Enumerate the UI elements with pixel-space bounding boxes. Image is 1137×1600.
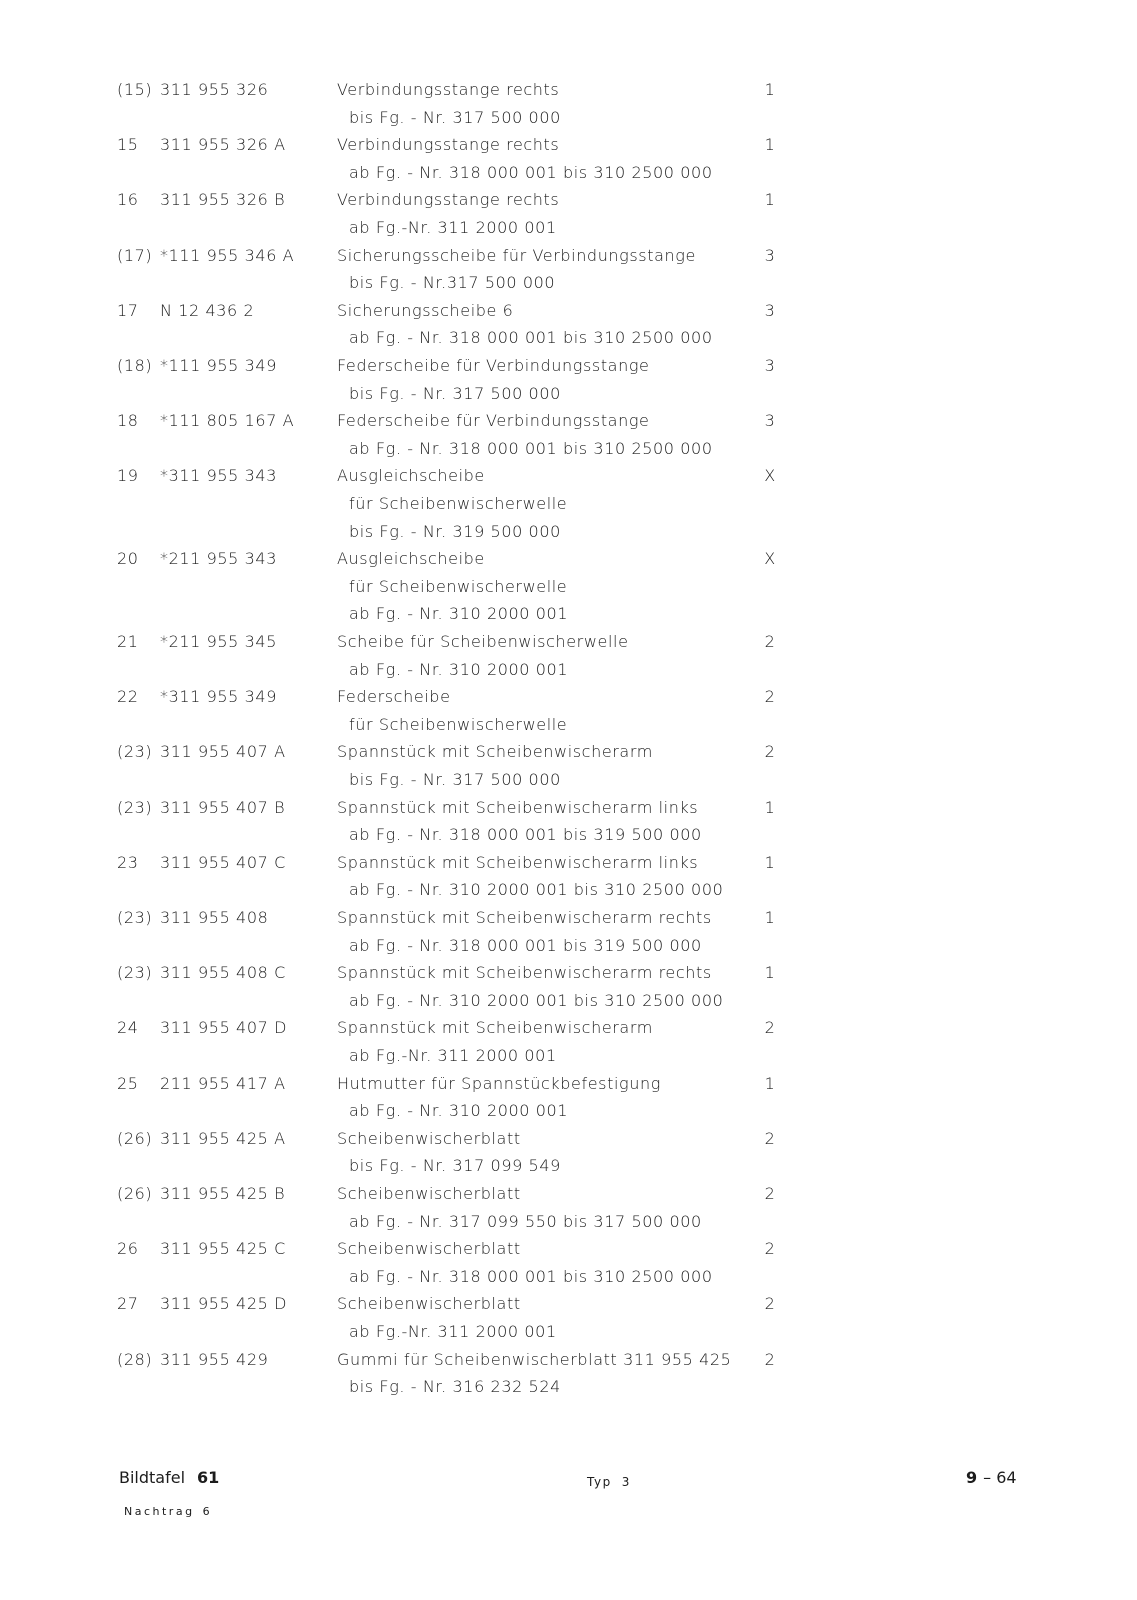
part-number: *211 955 343 xyxy=(160,549,277,569)
part-description: Scheibenwischerblatt xyxy=(337,1294,521,1314)
entry-continuation-line xyxy=(0,1212,1137,1240)
part-entry xyxy=(0,1074,1137,1129)
part-number: *311 955 349 xyxy=(160,687,277,707)
footer-plate xyxy=(119,1468,219,1487)
entry-continuation-line xyxy=(0,218,1137,246)
entry-continuation-line xyxy=(0,577,1137,605)
quantity: 2 xyxy=(764,1018,776,1038)
position-number: (17) xyxy=(117,245,153,265)
page-section: 9 xyxy=(966,1468,978,1487)
part-description: Ausgleichscheibe xyxy=(337,549,485,569)
part-description: Scheibenwischerblatt xyxy=(337,1184,521,1203)
quantity: 2 xyxy=(764,632,776,651)
description-detail: bis Fg. - Nr. 316 232 524 xyxy=(349,1377,561,1397)
part-entry xyxy=(0,411,1137,466)
position-number: 26 xyxy=(117,1239,139,1259)
quantity: 1 xyxy=(764,963,776,983)
part-description: Spannstück mit Scheibenwischerarm links xyxy=(337,797,699,817)
part-entry xyxy=(0,1018,1137,1073)
description-detail: ab Fg. - Nr. 318 000 001 bis 310 2500 000 xyxy=(349,1266,713,1286)
description-detail: ab Fg. - Nr. 310 2000 001 xyxy=(349,604,569,624)
description-detail: ab Fg. - Nr. 318 000 001 bis 310 2500 000 xyxy=(349,328,713,348)
part-entry xyxy=(0,80,1137,135)
entry-main-line xyxy=(0,853,1137,881)
entry-main-line xyxy=(0,411,1137,439)
part-entry xyxy=(0,246,1137,301)
position-number: 16 xyxy=(117,190,139,210)
quantity: 1 xyxy=(764,797,776,817)
position-number: (18) xyxy=(117,356,153,375)
position-number: 15 xyxy=(117,135,139,155)
part-description: Scheibenwischerblatt xyxy=(337,1128,521,1148)
entry-main-line xyxy=(0,632,1137,660)
page-number: – 64 xyxy=(983,1468,1017,1487)
entry-continuation-line xyxy=(0,273,1137,301)
description-detail: für Scheibenwischerwelle xyxy=(349,576,568,596)
quantity: 1 xyxy=(764,190,776,210)
entry-continuation-line xyxy=(0,384,1137,412)
part-entry xyxy=(0,1239,1137,1294)
part-entry xyxy=(0,1129,1137,1184)
part-entry xyxy=(0,632,1137,687)
part-number: *111 955 349 xyxy=(160,356,277,375)
quantity: 1 xyxy=(764,80,776,99)
position-number: 19 xyxy=(117,466,139,486)
entry-main-line xyxy=(0,135,1137,163)
entry-main-line xyxy=(0,1184,1137,1212)
position-number: 24 xyxy=(117,1018,139,1038)
entry-continuation-line xyxy=(0,108,1137,136)
description-detail: bis Fg. - Nr. 317 500 000 xyxy=(349,107,561,127)
typ-label: Typ xyxy=(587,1475,612,1489)
entry-continuation-line xyxy=(0,1267,1137,1295)
entry-main-line xyxy=(0,190,1137,218)
entry-continuation-line xyxy=(0,163,1137,191)
position-number: (23) xyxy=(117,963,153,983)
part-description: Federscheibe für Verbindungsstange xyxy=(337,411,650,431)
entry-main-line xyxy=(0,246,1137,274)
quantity: 2 xyxy=(764,1294,776,1314)
entry-main-line xyxy=(0,908,1137,936)
entry-main-line xyxy=(0,80,1137,108)
entry-continuation-line xyxy=(0,1156,1137,1184)
description-detail: bis Fg. - Nr. 319 500 000 xyxy=(349,521,561,541)
entry-continuation-line xyxy=(0,880,1137,908)
bildtafel-label: Bildtafel xyxy=(119,1468,186,1487)
part-number: 311 955 326 A xyxy=(160,135,286,155)
position-number: (26) xyxy=(117,1128,153,1148)
part-number: 311 955 425 C xyxy=(160,1239,286,1259)
entry-continuation-line xyxy=(0,1101,1137,1129)
entry-main-line xyxy=(0,549,1137,577)
description-detail: ab Fg. - Nr. 310 2000 001 bis 310 2500 000 xyxy=(349,880,724,900)
description-detail: ab Fg. - Nr. 318 000 001 bis 319 500 000 xyxy=(349,935,702,955)
quantity: 2 xyxy=(764,1128,776,1148)
position-number: 23 xyxy=(117,852,139,872)
part-entry xyxy=(0,135,1137,190)
part-description: Ausgleichscheibe xyxy=(337,466,485,486)
position-number: 27 xyxy=(117,1294,139,1314)
part-description: Sicherungsscheibe 6 xyxy=(337,300,514,320)
quantity: 2 xyxy=(764,1184,776,1203)
entry-continuation-line xyxy=(0,770,1137,798)
entry-continuation-line xyxy=(0,660,1137,688)
quantity: 2 xyxy=(764,1349,776,1369)
description-detail: ab Fg. - Nr. 318 000 001 bis 310 2500 000 xyxy=(349,438,713,458)
entry-main-line xyxy=(0,798,1137,826)
part-number: 311 955 407 A xyxy=(160,742,286,762)
part-description: Spannstück mit Scheibenwischerarm rechts xyxy=(337,963,712,983)
position-number: (26) xyxy=(117,1184,153,1203)
entry-main-line xyxy=(0,687,1137,715)
footer-page-number xyxy=(966,1468,1017,1487)
part-entry xyxy=(0,742,1137,797)
entry-continuation-line xyxy=(0,1322,1137,1350)
entry-continuation-line xyxy=(0,494,1137,522)
part-entry xyxy=(0,466,1137,549)
entry-continuation-line xyxy=(0,991,1137,1019)
position-number: (23) xyxy=(117,797,153,817)
part-number: 311 955 429 xyxy=(160,1349,269,1369)
entry-main-line xyxy=(0,1018,1137,1046)
description-detail: ab Fg. - Nr. 310 2000 001 bis 310 2500 000 xyxy=(349,990,724,1010)
part-entry xyxy=(0,853,1137,908)
part-number: 311 955 425 A xyxy=(160,1128,286,1148)
position-number: (15) xyxy=(117,80,153,99)
description-detail: für Scheibenwischerwelle xyxy=(349,714,568,734)
part-entry xyxy=(0,1184,1137,1239)
entry-main-line xyxy=(0,301,1137,329)
part-number: *111 805 167 A xyxy=(160,411,295,431)
description-detail: ab Fg.-Nr. 311 2000 001 xyxy=(349,217,557,237)
part-entry xyxy=(0,687,1137,742)
position-number: 20 xyxy=(117,549,139,569)
part-number: 311 955 425 D xyxy=(160,1294,287,1314)
entry-main-line xyxy=(0,466,1137,494)
entry-continuation-line xyxy=(0,825,1137,853)
description-detail: ab Fg. - Nr. 317 099 550 bis 317 500 000 xyxy=(349,1211,702,1231)
entry-continuation-line xyxy=(0,936,1137,964)
part-number: 311 955 425 B xyxy=(160,1184,286,1203)
position-number: 17 xyxy=(117,300,139,320)
part-entry xyxy=(0,963,1137,1018)
part-entry xyxy=(0,798,1137,853)
position-number: (23) xyxy=(117,742,153,762)
entry-continuation-line xyxy=(0,715,1137,743)
quantity: 2 xyxy=(764,1239,776,1259)
position-number: 18 xyxy=(117,411,139,431)
part-number: 311 955 326 xyxy=(160,80,269,99)
quantity: X xyxy=(764,549,776,569)
quantity: 1 xyxy=(764,852,776,872)
part-number: 311 955 407 C xyxy=(160,852,286,872)
part-number: 311 955 326 B xyxy=(160,190,286,210)
description-detail: bis Fg. - Nr. 317 099 549 xyxy=(349,1156,561,1176)
part-description: Spannstück mit Scheibenwischerarm links xyxy=(337,852,699,872)
part-number: 311 955 407 B xyxy=(160,797,286,817)
footer-supplement xyxy=(124,1505,210,1518)
quantity: 2 xyxy=(764,687,776,707)
entry-continuation-line xyxy=(0,328,1137,356)
entry-main-line xyxy=(0,1350,1137,1378)
quantity: 3 xyxy=(764,411,776,431)
footer-type xyxy=(587,1475,629,1489)
part-entry xyxy=(0,549,1137,632)
entry-main-line xyxy=(0,963,1137,991)
part-number: *311 955 343 xyxy=(160,466,277,486)
position-number: 25 xyxy=(117,1073,139,1093)
part-description: Spannstück mit Scheibenwischerarm xyxy=(337,1018,653,1038)
part-number: 311 955 407 D xyxy=(160,1018,287,1038)
part-description: Sicherungsscheibe für Verbindungsstange xyxy=(337,245,696,265)
quantity: 1 xyxy=(764,908,776,927)
part-entry xyxy=(0,301,1137,356)
entry-continuation-line xyxy=(0,1377,1137,1405)
part-number: 311 955 408 C xyxy=(160,963,286,983)
position-number: 22 xyxy=(117,687,139,707)
quantity: X xyxy=(764,466,776,486)
part-number: 211 955 417 A xyxy=(160,1073,286,1093)
part-description: Spannstück mit Scheibenwischerarm xyxy=(337,742,653,762)
part-number: *211 955 345 xyxy=(160,632,277,651)
part-entry xyxy=(0,908,1137,963)
description-detail: für Scheibenwischerwelle xyxy=(349,493,568,513)
part-description: Scheibenwischerblatt xyxy=(337,1239,521,1259)
description-detail: ab Fg. - Nr. 310 2000 001 xyxy=(349,1101,569,1121)
entry-main-line xyxy=(0,1074,1137,1102)
part-number: *111 955 346 A xyxy=(160,245,295,265)
part-description: Verbindungsstange rechts xyxy=(337,190,560,210)
part-number: 311 955 408 xyxy=(160,908,269,927)
part-entry xyxy=(0,1350,1137,1405)
part-description: Verbindungsstange rechts xyxy=(337,135,560,155)
part-entry xyxy=(0,356,1137,411)
part-description: Spannstück mit Scheibenwischerarm rechts xyxy=(337,908,712,927)
position-number: (28) xyxy=(117,1349,153,1369)
entry-main-line xyxy=(0,1239,1137,1267)
entry-main-line xyxy=(0,742,1137,770)
entry-main-line xyxy=(0,356,1137,384)
entry-main-line xyxy=(0,1129,1137,1157)
entry-continuation-line xyxy=(0,439,1137,467)
entry-main-line xyxy=(0,1294,1137,1322)
description-detail: ab Fg. - Nr. 318 000 001 bis 319 500 000 xyxy=(349,825,702,845)
entry-continuation-line xyxy=(0,1046,1137,1074)
quantity: 2 xyxy=(764,742,776,762)
part-description: Federscheibe für Verbindungsstange xyxy=(337,356,650,375)
quantity: 1 xyxy=(764,1073,776,1093)
entry-continuation-line xyxy=(0,604,1137,632)
nachtrag-number: 6 xyxy=(202,1505,210,1518)
description-detail: ab Fg. - Nr. 318 000 001 bis 310 2500 000 xyxy=(349,162,713,182)
part-description: Gummi für Scheibenwischerblatt 311 955 425 xyxy=(337,1349,732,1369)
description-detail: ab Fg.-Nr. 311 2000 001 xyxy=(349,1321,557,1341)
description-detail: ab Fg. - Nr. 310 2000 001 xyxy=(349,659,569,679)
description-detail: bis Fg. - Nr.317 500 000 xyxy=(349,273,556,293)
part-entry xyxy=(0,190,1137,245)
part-description: Verbindungsstange rechts xyxy=(337,80,560,99)
nachtrag-label: Nachtrag xyxy=(124,1505,195,1518)
quantity: 3 xyxy=(764,356,776,375)
bildtafel-number: 61 xyxy=(197,1468,220,1487)
description-detail: bis Fg. - Nr. 317 500 000 xyxy=(349,383,561,403)
part-description: Federscheibe xyxy=(337,687,451,707)
entry-continuation-line xyxy=(0,522,1137,550)
part-entry xyxy=(0,1294,1137,1349)
position-number: (23) xyxy=(117,908,153,927)
quantity: 3 xyxy=(764,245,776,265)
quantity: 3 xyxy=(764,300,776,320)
description-detail: bis Fg. - Nr. 317 500 000 xyxy=(349,769,561,789)
part-description: Scheibe für Scheibenwischerwelle xyxy=(337,632,629,651)
part-description: Hutmutter für Spannstückbefestigung xyxy=(337,1073,661,1093)
quantity: 1 xyxy=(764,135,776,155)
description-detail: ab Fg.-Nr. 311 2000 001 xyxy=(349,1045,557,1065)
position-number: 21 xyxy=(117,632,139,651)
part-number: N 12 436 2 xyxy=(160,300,255,320)
typ-number: 3 xyxy=(621,1475,630,1489)
